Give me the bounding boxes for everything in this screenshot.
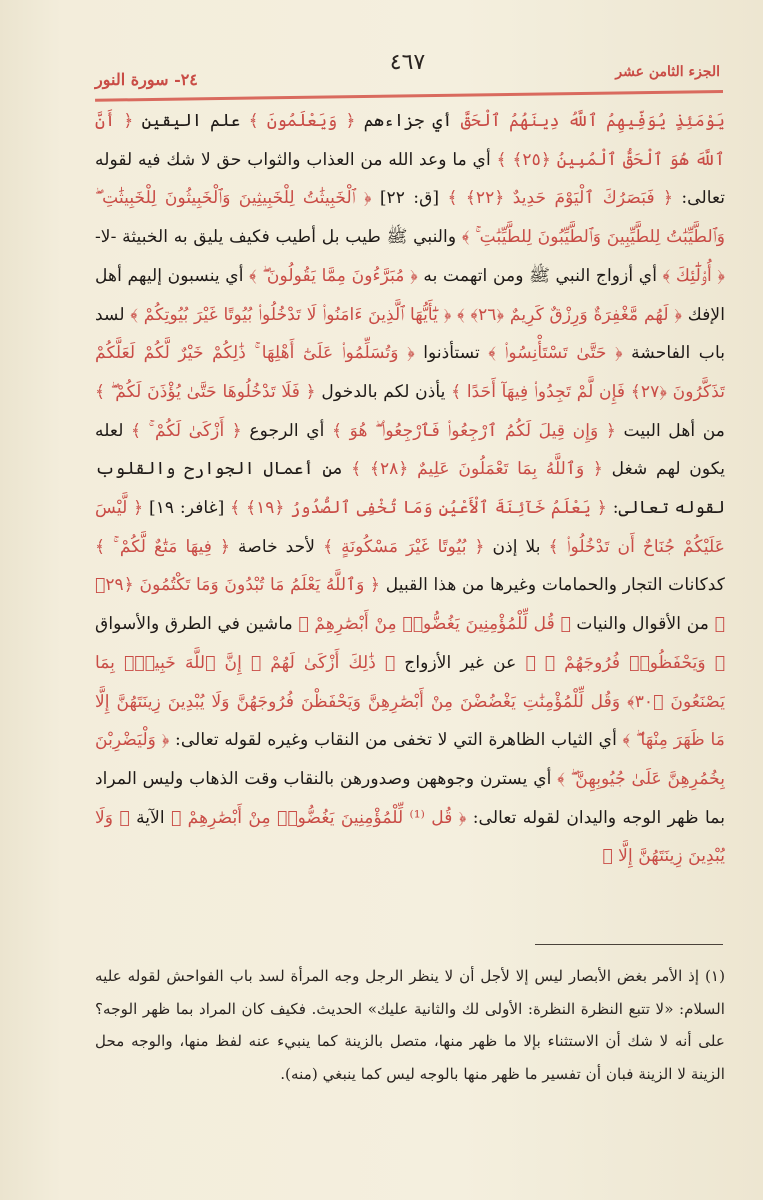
commentary: عن غير الأزواج bbox=[404, 652, 517, 673]
quran-verse: ﴿ وَيَحْفَظُوا۟ فُرُوجَهُمْ ۚ ﴾ bbox=[525, 652, 725, 673]
commentary: من أعمال الجوارح والقلوب لقوله تعالى: bbox=[95, 459, 725, 519]
commentary: أي ينسبون إليهم أهل الإفك bbox=[95, 265, 725, 325]
quran-verse: ﴿ وَلَا يُبْدِينَ زِينَتَهُنَّ إِلَّا ﴾ bbox=[95, 807, 725, 867]
quran-verse: ﴿ مُبَرَّءُونَ مِمَّا يَقُولُونَ ۖ ﴾ bbox=[249, 265, 418, 286]
commentary: والنبي ﷺ طيب بل أطيب فكيف يليق به الخبيثة -لا- bbox=[95, 227, 457, 248]
quran-verse: ﴿ ذَٰلِكَ أَزْكَىٰ لَهُمْ ۗ إِنَّ ٱللَّهَ خَبِيرٌۢ بِمَا يَصْنَعُونَ ﴿٣٠﴾ وَقُل لِّلْمُؤْمِنَٰتِ يَغْضُضْنَ مِنْ أَبْصَٰرِهِنَّ وَيَحْفَظْنَ فُرُوجَهُنَّ وَلَا يُبْدِينَ زِينَتَهُنَّ إِلَّا مَا ظَهَرَ مِنْهَا ۖ ﴾ bbox=[95, 652, 725, 751]
quran-verse: ﴿ وَتُسَلِّمُوا۟ عَلَىٰٓ أَهْلِهَا ۚ ذَٰلِكُمْ خَيْرٌ لَّكُمْ لَعَلَّكُمْ تَذَكَّرُونَ ﴿٢٧﴾ فَإِن لَّمْ تَجِدُوا۟ فِيهَآ أَحَدًا ﴾ bbox=[95, 343, 725, 402]
commentary: ماشين في الطرق والأسواق bbox=[95, 614, 293, 635]
commentary: أي الرجوع bbox=[249, 420, 325, 441]
quran-verse: ﴿ أُو۟لَٰٓئِكَ ﴾ bbox=[662, 265, 725, 286]
commentary: الآية bbox=[136, 807, 165, 828]
quran-verse: ﴿ فَبَصَرُكَ ٱلْيَوْمَ حَدِيدٌ ﴿٢٢﴾ ﴾ bbox=[447, 188, 674, 209]
quran-verse: يَوْمَئِذٍ يُوَفِّيهِمُ ٱللَّهُ دِينَهُمُ ٱلْحَقَّ bbox=[460, 111, 725, 131]
quran-verse: ﴿ قُل لِّلْمُؤْمِنِينَ يَغُضُّوا۟ مِنْ أَبْصَٰرِهِمْ ﴾ bbox=[298, 614, 571, 635]
quran-verse: ﴿ أَنَّ ٱللَّهَ هُوَ ٱلْحَقُّ ٱلْمُبِينُ ﴿٢٥﴾ ﴾ bbox=[95, 111, 725, 170]
commentary: [ق: ٢٢] bbox=[379, 188, 440, 209]
commentary: أي الثياب الظاهرة التي لا تخفى من النقاب وغيره لقوله تعالى: bbox=[175, 730, 617, 751]
commentary-text bbox=[95, 102, 725, 937]
commentary: أي أزواج النبي ﷺ ومن اتهمت به bbox=[423, 265, 658, 286]
commentary: تستأذنوا bbox=[423, 343, 480, 364]
surah-label: ٢٤- سورة النور bbox=[95, 70, 198, 89]
quran-verse: ﴿ يَٰٓأَيُّهَا ٱلَّذِينَ ءَامَنُوا۟ لَا تَدْخُلُوا۟ بُيُوتًا غَيْرَ بُيُوتِكُمْ ﴾ bbox=[130, 304, 452, 325]
commentary: لسد باب الفاحشة bbox=[95, 304, 725, 364]
commentary: من الأقوال والنيات bbox=[576, 614, 710, 635]
quran-verse: ﴿ وَٱللَّهُ يَعْلَمُ مَا تُبْدُونَ وَمَا تَكْتُمُونَ ﴿٢٩﴾ ﴾ bbox=[95, 575, 725, 635]
footnote bbox=[95, 960, 725, 1120]
quran-verse: ﴿ قُل ⁽¹⁾ لِّلْمُؤْمِنِينَ يَغُضُّوا۟ مِنْ أَبْصَٰرِهِمْ ﴾ bbox=[170, 807, 467, 828]
footnote-rule bbox=[535, 944, 723, 945]
quran-verse: ﴿ وَلْيَضْرِبْنَ بِخُمُرِهِنَّ عَلَىٰ جُيُوبِهِنَّ ۖ ﴾ bbox=[95, 730, 725, 789]
quran-verse: ﴿ ٱلْخَبِيثَٰتُ لِلْخَبِيثِينَ وَٱلْخَبِيثُونَ لِلْخَبِيثَٰتِ ۖ وَٱلطَّيِّبَٰتُ لِلطَّيِّبِينَ وَٱلطَّيِّبُونَ لِلطَّيِّبَٰتِ ۚ ﴾ bbox=[95, 188, 725, 248]
juz-label: الجزء الثامن عشر bbox=[615, 64, 720, 80]
quran-verse: ﴿ بُيُوتًا غَيْرَ مَسْكُونَةٍ ﴾ bbox=[323, 536, 485, 557]
commentary: يأذن لكم بالدخول bbox=[321, 381, 446, 402]
quran-verse: ﴿ وَإِن قِيلَ لَكُمُ ٱرْجِعُوا۟ فَٱرْجِعُوا۟ ۖ هُوَ ﴾ bbox=[332, 420, 616, 441]
commentary: من أهل البيت bbox=[623, 420, 725, 441]
commentary: أي ما وعد الله من العذاب والثواب حق لا شك فيه لقوله تعالى: bbox=[95, 149, 725, 209]
commentary: أي جزاءهم bbox=[363, 111, 453, 131]
footnote-marker: (١) bbox=[704, 967, 725, 985]
quran-verse: ﴿ وَٱللَّهُ بِمَا تَعْمَلُونَ عَلِيمٌ ﴿٢٨﴾ ﴾ bbox=[351, 459, 603, 480]
commentary: لأحد خاصة bbox=[238, 536, 316, 557]
quran-verse: ﴿ يَعْلَمُ خَآئِنَةَ ٱلْأَعْيُنِ وَمَا تُخْفِى ٱلصُّدُورُ ﴿١٩﴾ ﴾ bbox=[230, 498, 607, 519]
quran-verse: ﴿ لَّيْسَ عَلَيْكُمْ جُنَاحٌ أَن تَدْخُلُوا۟ ﴾ bbox=[95, 498, 725, 557]
page-header bbox=[95, 50, 720, 90]
commentary: [غافر: ١٩] bbox=[148, 498, 225, 519]
quran-verse: ﴿ أَزْكَىٰ لَكُمْ ۚ ﴾ bbox=[130, 420, 242, 441]
commentary: علم اليقين bbox=[141, 111, 241, 131]
quran-verse: ﴿ حَتَّىٰ تَسْتَأْنِسُوا۟ ﴾ bbox=[488, 343, 623, 364]
quran-verse: ﴿ فَلَا تَدْخُلُوهَا حَتَّىٰ يُؤْذَنَ لَكُمْ ۖ ﴾ bbox=[95, 381, 316, 402]
header-rule bbox=[95, 90, 723, 102]
commentary: لعله يكون لهم شغل bbox=[95, 420, 725, 480]
quran-verse: ﴿ لَهُم مَّغْفِرَةٌ وَرِزْقٌ كَرِيمٌ ﴿٢٦﴾ ﴾ bbox=[457, 304, 682, 325]
commentary: كدكانات التجار والحمامات وغيرها من هذا القبيل bbox=[385, 575, 725, 596]
commentary: بلا إذن bbox=[492, 536, 541, 557]
footnote-text: إذ الأمر بغض الأبصار ليس إلا لأجل أن لا ينظر الرجل وجه المرأة لسد باب الفواحش لقوله عليه السلام: «لا تتبع النظرة النظرة: الأولى لك والثانية عليك» الحديث. فكيف كان المراد بما ظهر الوجه؟ على أنه لا شك أن الاستثناء بإلا ما ظهر منها، متصل بالزينة كما ينبيء عنه لفظ منها، والوجه محل الزينة لا الزينة فبان أن تفسير ما ظهر منها بالوجه ليس كما ينبغي (منه). bbox=[95, 967, 725, 1083]
commentary: أي يسترن وجوههن وصدورهن بالنقاب وقت الذهاب وليس المراد بما ظهر الوجه واليدان لقوله تعالى: bbox=[95, 768, 725, 828]
page-number: ٤٦٧ bbox=[389, 50, 426, 75]
quran-verse: ﴿ فِيهَا مَتَٰعٌ لَّكُمْ ۚ ﴾ bbox=[95, 536, 231, 557]
quran-verse: ﴿ وَيَعْلَمُونَ ﴾ bbox=[248, 111, 356, 131]
